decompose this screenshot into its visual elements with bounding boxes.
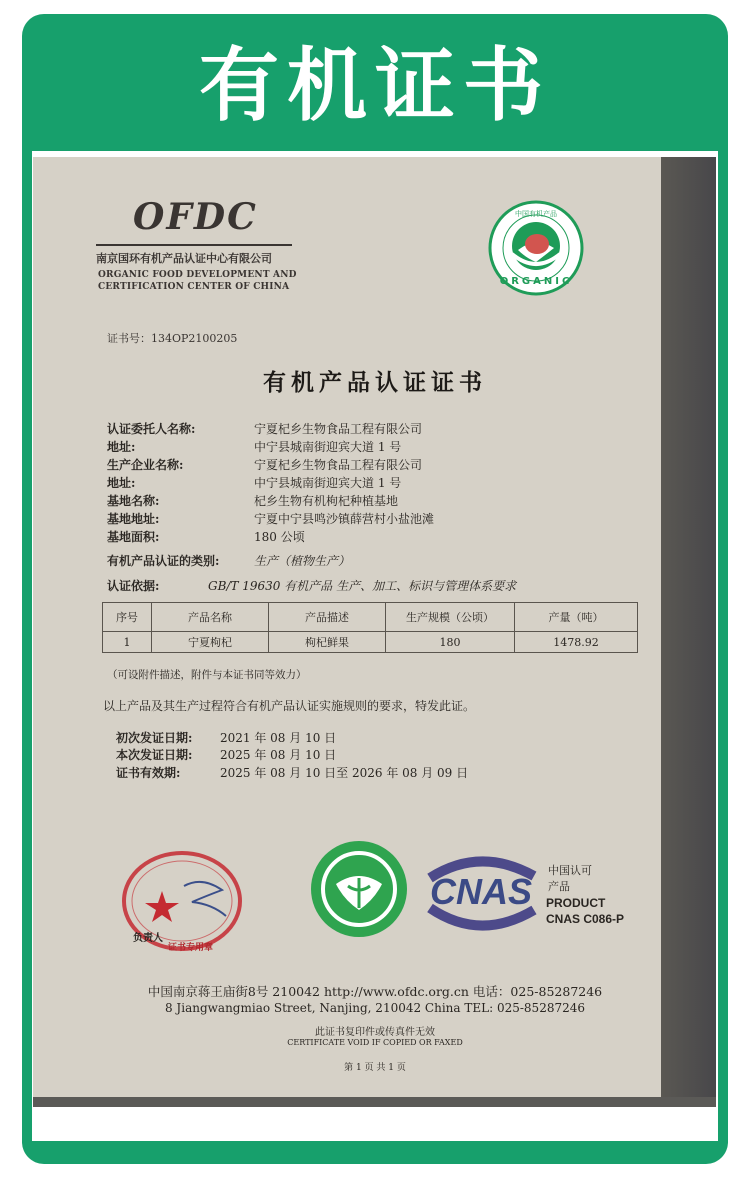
basis-label: 认证依据:	[107, 579, 160, 593]
org-name-en-line1: ORGANIC FOOD DEVELOPMENT AND	[98, 270, 297, 280]
field-label: 生产企业名称:	[107, 458, 184, 472]
date-value: 2025 年 08 月 10 日	[220, 748, 337, 762]
table-header-row	[103, 603, 638, 632]
date-label: 证书有效期:	[116, 766, 181, 780]
footer-address-en: 8 Jiangwangmiao Street, Nanjing, 210042 China TEL: 025-85287246	[164, 1001, 586, 1015]
org-name-cn: 南京国环有机产品认证中心有限公司	[96, 252, 272, 265]
field-value: 宁夏杞乡生物食品工程有限公司	[254, 422, 423, 436]
footer-void-cn: 此证书复印件或传真件无效	[315, 1027, 435, 1038]
date-label: 本次发证日期:	[116, 748, 193, 762]
banner-title: 有机证书	[199, 39, 551, 132]
product-table	[102, 602, 638, 653]
table-cell: 1	[103, 632, 152, 653]
organic-mark-icon	[308, 838, 410, 940]
logo-underline	[96, 244, 292, 246]
footer-void-en: CERTIFICATE VOID IF COPIED OR FAXED	[287, 1038, 463, 1047]
cnas-en-line1: PRODUCT	[546, 896, 606, 910]
cnas-cn-line1: 中国认可	[548, 864, 592, 877]
certificate-number: 证书号：134OP2100205	[107, 332, 238, 345]
certificate-title: 有机产品认证证书	[263, 369, 487, 396]
field-value: 中宁县城南街迎宾大道 1 号	[254, 476, 402, 490]
field-label: 地址:	[107, 440, 136, 454]
table-header-cell: 序号	[103, 603, 152, 632]
field-value: 中宁县城南街迎宾大道 1 号	[254, 440, 402, 454]
cnas-mark-text: CNAS	[429, 871, 533, 912]
table-cell: 1478.92	[515, 632, 638, 653]
field-label: 地址:	[107, 476, 136, 490]
basis-value: GB/T 19630 有机产品 生产、加工、标识与管理体系要求	[208, 579, 517, 593]
organic-logo-label: ORGANIC	[499, 276, 573, 287]
date-value: 2021 年 08 月 10 日	[220, 731, 337, 745]
category-label: 有机产品认证的类别:	[107, 554, 220, 568]
seal-role: 负责人	[133, 933, 163, 944]
table-header-cell: 产品名称	[152, 603, 269, 632]
table-cell: 180	[386, 632, 515, 653]
compliance-statement: 以上产品及其生产过程符合有机产品认证实施规则的要求，特发此证。	[103, 699, 476, 713]
organic-logo-icon	[488, 200, 584, 296]
field-label: 基地名称:	[107, 494, 160, 508]
footer-address-cn: 中国南京蒋王庙街8号 210042 http://www.ofdc.org.cn 电话：025-85287246	[147, 984, 603, 999]
field-value: 宁夏杞乡生物食品工程有限公司	[254, 458, 423, 472]
cnas-en-line2: CNAS C086-P	[546, 912, 625, 926]
category-value: 生产（植物生产）	[254, 554, 351, 568]
organic-logo-cn: 中国有机产品	[515, 210, 557, 218]
cnas-cn-line2: 产品	[548, 880, 570, 893]
ofdc-logo: OFDC	[133, 196, 258, 238]
table-header-cell: 产品描述	[269, 603, 386, 632]
paper-shadow	[661, 157, 716, 1107]
page-number: 第 1 页 共 1 页	[344, 1063, 406, 1073]
table-cell: 宁夏枸杞	[152, 632, 269, 653]
field-label: 认证委托人名称:	[107, 422, 196, 436]
org-name-en-line2: CERTIFICATION CENTER OF CHINA	[98, 282, 290, 292]
date-value: 2025 年 08 月 10 日至 2026 年 08 月 09 日	[220, 766, 469, 780]
field-label: 基地面积:	[107, 530, 160, 544]
table-row	[103, 632, 638, 653]
field-value: 宁夏中宁县鸣沙镇薛营村小盐池滩	[254, 512, 435, 526]
table-header-cell: 产量（吨）	[515, 603, 638, 632]
table-cell: 枸杞鲜果	[269, 632, 386, 653]
cnas-logo-icon	[420, 852, 542, 934]
table-header-cell: 生产规模（公顷）	[386, 603, 515, 632]
field-label: 基地地址:	[107, 512, 160, 526]
attachment-note: （可设附件描述，附件与本证书同等效力）	[107, 669, 307, 681]
date-label: 初次发证日期:	[116, 731, 193, 745]
paper-bottom-edge	[33, 1097, 716, 1107]
field-value: 180 公顷	[254, 530, 305, 544]
seal-label: 证书专用章	[168, 943, 214, 953]
field-value: 杞乡生物有机枸杞种植基地	[254, 494, 399, 508]
